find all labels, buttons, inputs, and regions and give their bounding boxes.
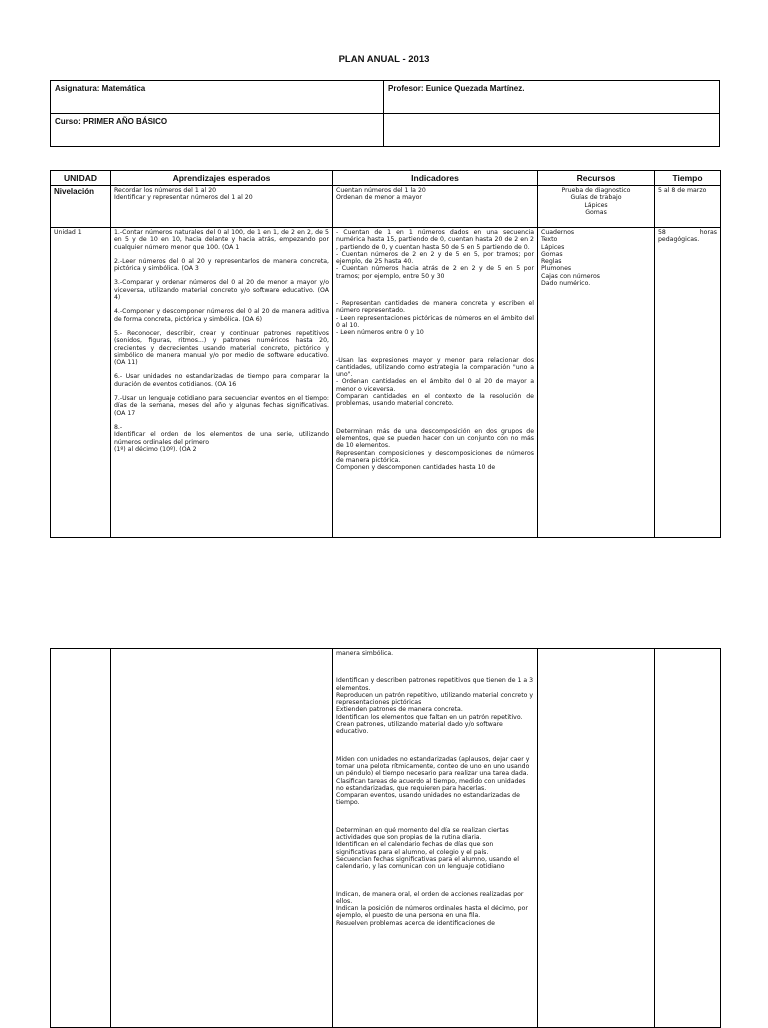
- text-line: manera simbólica.: [336, 650, 394, 657]
- text-line: Miden con unidades no estandarizadas (aplausos, dejar caer y tomar una pelota rítmicamente, conteo de uno en uno usando un péndulo) el tiempo necesario para realizar una tarea dada.: [336, 755, 530, 778]
- recursos-cell: [538, 186, 655, 228]
- text-line: Cajas con números: [541, 272, 600, 280]
- text-line: 2.-Leer números del 0 al 20 y representarlos de manera concreta, pictórica y simbólica. (OA 3: [114, 257, 329, 273]
- column-header: Tiempo: [655, 171, 721, 186]
- plan-table-continued: [50, 648, 721, 1028]
- text-line: Guías de trabajo: [570, 194, 622, 202]
- text-line: Indican, de manera oral, el orden de acciones realizadas por ellos.: [336, 890, 524, 905]
- text-line: Lápices: [541, 243, 565, 251]
- text-line: Gomas: [585, 208, 607, 216]
- text-line: Determinan en qué momento del día se realizan ciertas actividades que son propias de la rutina diaria.: [336, 826, 509, 842]
- text-line: 1.-Contar números naturales del 0 al 100, de 1 en 1, de 2 en 2, de 5 en 5 y de 10 en 10, hacia delante y hacia atrás, empezando por cualquier número menor que 100. (OA 1: [114, 229, 329, 251]
- indicadores-cell: [333, 186, 538, 228]
- indicadores-cell: [333, 649, 538, 1028]
- column-header: Recursos: [538, 171, 655, 186]
- text-line: 8.-: [114, 423, 123, 431]
- text-line: Crean patrones, utilizando material dado y/o software educativo.: [336, 721, 503, 736]
- recursos-cell: [538, 228, 655, 538]
- tiempo-cell: [655, 649, 721, 1028]
- unit-cell: [51, 649, 111, 1028]
- indicadores-cell: [333, 228, 538, 538]
- text-line: -Usan las expresiones mayor y menor para relacionar dos cantidades, utilizando como estrategia la comparación "uno a uno".: [336, 356, 534, 379]
- tiempo-cell: 58 horas pedagógicas.: [655, 228, 721, 538]
- text-line: 3.-Comparar y ordenar números del 0 al 20 de menor a mayor y/o viceversa, utilizando material concreto y/o software educativo. (OA 4): [114, 279, 329, 302]
- text-line: - Cuentan de 1 en 1 números dados en una secuencia numérica hasta 15, partiendo de 0, cuentan hasta 20 de 2 en 2 , partiendo de 0, y cuentan hasta 50 de 5 en 5 partiendo de 0.: [336, 229, 534, 251]
- text-line: Lápices: [584, 201, 608, 209]
- empty-cell: [384, 114, 720, 147]
- text-line: - Cuentan números hacia atrás de 2 en 2 y de 5 en 5 por tramos; por ejemplo, entre 50 y 30: [336, 265, 534, 280]
- text-line: Cuentan números del 1 la 20: [336, 187, 426, 194]
- text-line: Clasifican tareas de acuerdo al tiempo, medido con unidades no estandarizadas, que requieren para hacerlas.: [336, 777, 526, 792]
- text-line: 4.-Componer y descomponer números del 0 al 20 de manera aditiva de forma concreta, pictórica y simbólica. (OA 6): [114, 308, 329, 323]
- text-line: - Cuentan números de 2 en 2 y de 5 en 5, por tramos; por ejemplo, de 25 hasta 40.: [336, 250, 534, 266]
- table-row: [51, 649, 721, 1028]
- tiempo-cell: 5 al 8 de marzo: [655, 186, 721, 228]
- asignatura-cell: Asignatura: Matemática: [51, 81, 384, 114]
- text-line: Resuelven problemas acerca de identificaciones de: [336, 919, 495, 927]
- text-line: Secuencian fechas significativas para el alumno, usando el calendario, y las comunican con un lenguaje cotidiano: [336, 855, 519, 871]
- table-row: [51, 228, 721, 538]
- curso-cell: Curso: PRIMER AÑO BÁSICO: [51, 114, 384, 147]
- text-line: Determinan más de una descomposición en dos grupos de elementos, que se pueden hacer con un conjunto con no más de 10 elementos.: [336, 427, 534, 450]
- aprendizajes-cell: [111, 228, 333, 538]
- page-title: PLAN ANUAL - 2013: [338, 54, 430, 65]
- text-line: 7.-Usar un lenguaje cotidiano para secuenciar eventos en el tiempo: días de la semana, meses del año y algunas fechas significativas. (OA 17: [114, 395, 329, 417]
- text-line: Identifican y describen patrones repetitivos que tienen de 1 a 3 elementos.: [336, 677, 534, 692]
- text-line: Prueba de diagnostico: [561, 187, 631, 194]
- text-line: Comparan eventos, usando unidades no estandarizadas de tiempo.: [336, 792, 520, 807]
- text-line: Reproducen un patrón repetitivo, utilizando material concreto y representaciones pictóricas: [336, 691, 534, 707]
- recursos-cell: [538, 649, 655, 1028]
- text-line: 5.- Reconocer, describir, crear y continuar patrones repetitivos (sonidos, figuras, ritmos...) y patrones numéricos hasta 20, crecientes y decrecientes usando material concreto, pictórico y simbólico de manera manual y/o por medio de software educativo. (OA 11): [114, 329, 329, 367]
- column-header: Aprendizajes esperados: [111, 171, 333, 186]
- aprendizajes-cell: [111, 186, 333, 228]
- text-line: Identifican en el calendario fechas de días que son significativas para el alumno, el colegio y el país.: [336, 841, 494, 856]
- text-line: Componen y descomponen cantidades hasta 10 de: [336, 464, 496, 472]
- unit-name: Nivelación: [51, 186, 111, 228]
- text-line: Comparan cantidades en el contexto de la resolución de problemas, usando material concreto.: [336, 393, 534, 408]
- text-line: Dado numérico.: [541, 280, 591, 288]
- text-line: - Representan cantidades de manera concreta y escriben el número representado.: [336, 300, 534, 315]
- text-line: Indican la posición de números ordinales hasta el décimo, por ejemplo, el puesto de una persona en una fila.: [336, 905, 528, 920]
- text-line: Reglas: [541, 258, 562, 266]
- column-header: UNIDAD: [51, 171, 111, 186]
- header-table: [50, 80, 720, 147]
- plan-table: [50, 170, 721, 538]
- column-header: Indicadores: [333, 171, 538, 186]
- text-line: Plumones: [541, 265, 572, 273]
- text-line: - Leen representaciones pictóricas de números en el ámbito del 0 al 10.: [336, 314, 534, 329]
- text-line: Gomas: [541, 250, 563, 258]
- table-row: [51, 186, 721, 228]
- text-line: - Leen números entre 0 y 10: [336, 329, 424, 337]
- text-line: Representan composiciones y descomposiciones de números de manera pictórica.: [336, 449, 534, 464]
- text-line: Extienden patrones de manera concreta.: [336, 706, 463, 714]
- text-line: Texto: [541, 236, 558, 244]
- column-header-row: [51, 171, 721, 186]
- text-line: 6.- Usar unidades no estandarizadas de tiempo para comparar la duración de eventos cotidianos. (OA 16: [114, 373, 329, 388]
- unit-name: Unidad 1: [51, 228, 111, 538]
- text-line: (1º) al décimo (10º). (OA 2: [114, 445, 197, 453]
- text-line: Ordenan de menor a mayor: [336, 194, 422, 202]
- aprendizajes-cell: [111, 649, 333, 1028]
- profesor-cell: Profesor: Eunice Quezada Martínez.: [384, 81, 720, 114]
- text-line: Identificar el orden de los elementos de una serie, utilizando números ordinales del primero: [114, 431, 329, 446]
- text-line: Identifican los elementos que faltan en un patrón repetitivo.: [336, 713, 523, 721]
- text-line: - Ordenan cantidades en el ámbito del 0 al 20 de mayor a menor o viceversa.: [336, 378, 534, 393]
- text-line: Recordar los números del 1 al 20: [114, 187, 217, 194]
- text-line: Cuadernos: [541, 229, 575, 236]
- text-line: Identificar y representar números del 1 al 20: [114, 194, 253, 202]
